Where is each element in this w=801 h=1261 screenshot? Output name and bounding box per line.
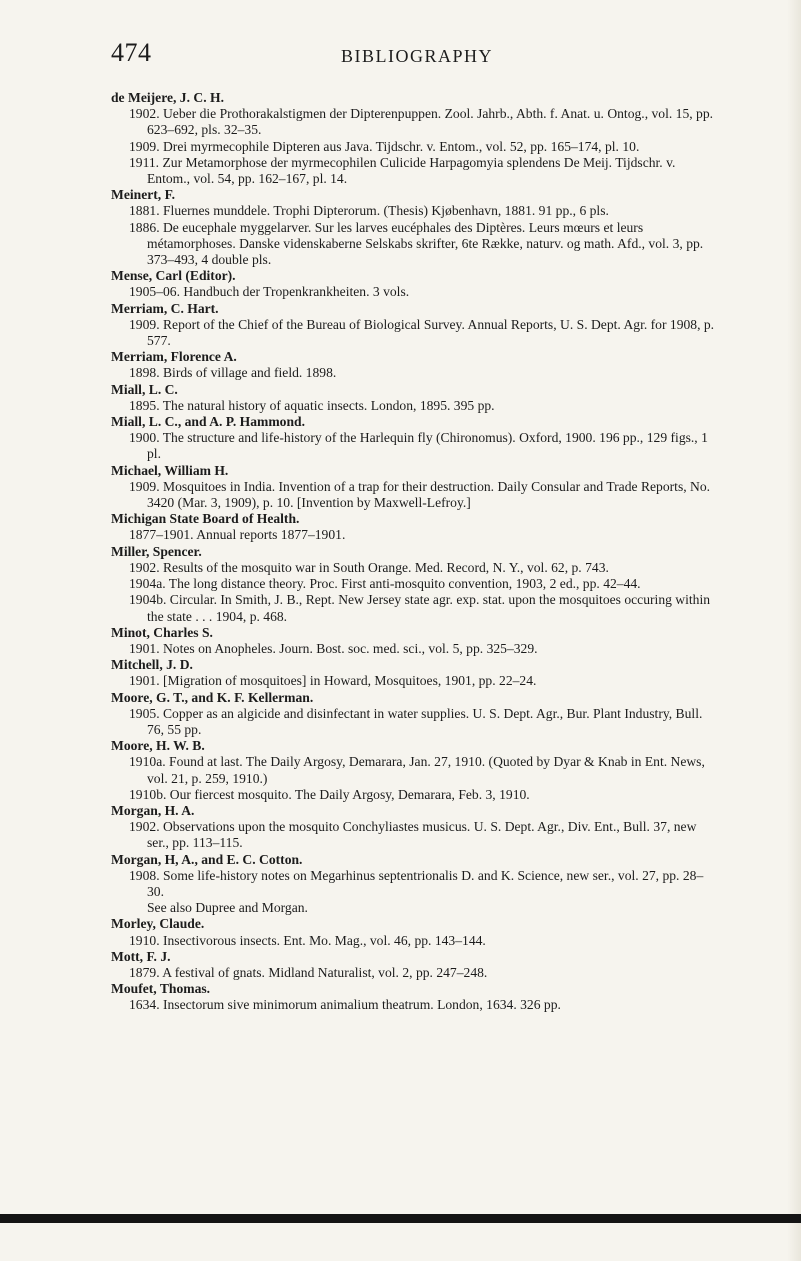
bibliography-entry: 1877–1901. Annual reports 1877–1901. (129, 527, 346, 543)
page-edge-shadow (787, 0, 801, 1261)
bibliography-entry: 1911. Zur Metamorphose der myrmecophilen Culicide Harpagomyia splendens De Meij. Tijdschr. v. Entom., vol. 54, pp. 162–167, pl. 14. (129, 154, 676, 187)
bibliography-entry: 1904a. The long distance theory. Proc. First anti-mosquito convention, 1903, 2 ed., pp. 42–44. (129, 576, 641, 592)
author-heading: Mott, F. J. (111, 948, 171, 964)
bibliography-entry: 1905–06. Handbuch der Tropenkrankheiten. 3 vols. (129, 284, 410, 300)
bibliography-entry: 1904b. Circular. In Smith, J. B., Rept. New Jersey state agr. exp. stat. upon the mosquitoes occuring within the state . . . 1904, p. 468. (129, 592, 711, 624)
bibliography-entry: 1881. Fluernes munddele. Trophi Dipterorum. (Thesis) Kjøbenhavn, 1881. 91 pp., 6 pls. (129, 203, 609, 219)
bibliography-entry: 1905. Copper as an algicide and disinfectant in water supplies. U. S. Dept. Agr., Bur. Plant Industry, Bull. 76, 55 pp. (129, 705, 703, 737)
bibliography-entry: 1910b. Our fiercest mosquito. The Daily Argosy, Demarara, Feb. 3, 1910. (129, 786, 530, 802)
author-heading: Meinert, F. (111, 187, 176, 203)
author-heading: Morgan, H. A. (111, 802, 195, 818)
bibliography-entry: 1902. Observations upon the mosquito Conchyliastes musicus. U. S. Dept. Agr., Div. Ent., Bull. 37, new ser., pp. 113–115. (129, 819, 697, 851)
bibliography-entry: 1909. Report of the Chief of the Bureau of Biological Survey. Annual Reports, U. S. Dept. Agr. for 1908, p. 577. (129, 316, 715, 349)
author-heading: Mitchell, J. D. (111, 657, 193, 673)
bibliography-entry: 1909. Mosquitoes in India. Invention of a trap for their destruction. Daily Consular and Trade Reports, No. 3420 (Mar. 3, 1909), p. 10. [Invention by Maxwell-Lefroy.] (129, 478, 711, 511)
author-heading: Mense, Carl (Editor). (111, 268, 236, 284)
bibliography-list (111, 90, 717, 1014)
bibliography-entry: 1900. The structure and life-history of the Harlequin fly (Chironomus). Oxford, 1900. 196 pp., 129 figs., 1 pl. (129, 430, 708, 462)
author-heading: Minot, Charles S. (111, 624, 213, 640)
author-heading: Morley, Claude. (111, 916, 205, 932)
bibliography-entry: 1909. Drei myrmecophile Dipteren aus Java. Tijdschr. v. Entom., vol. 52, pp. 165–174, pl. 10. (129, 138, 640, 154)
bibliography-entry: 1634. Insectorum sive minimorum animalium theatrum. London, 1634. 326 pp. (129, 997, 561, 1013)
scan-bottom-bar (0, 1214, 801, 1223)
bibliography-entry: 1879. A festival of gnats. Midland Naturalist, vol. 2, pp. 247–248. (129, 964, 488, 980)
author-heading: Merriam, Florence A. (111, 349, 237, 365)
author-heading: Moore, G. T., and K. F. Kellerman. (111, 689, 314, 705)
author-heading: Michigan State Board of Health. (111, 511, 300, 527)
bibliography-entry: 1901. Notes on Anopheles. Journ. Bost. soc. med. sci., vol. 5, pp. 325–329. (129, 640, 538, 656)
author-heading: Miall, L. C. (111, 381, 178, 397)
bibliography-entry: 1902. Results of the mosquito war in South Orange. Med. Record, N. Y., vol. 62, p. 743. (129, 559, 609, 575)
author-heading: de Meijere, J. C. H. (111, 90, 224, 105)
bibliography-entry: 1895. The natural history of aquatic insects. London, 1895. 395 pp. (129, 397, 495, 413)
author-heading: Moufet, Thomas. (111, 981, 211, 997)
author-heading: Miall, L. C., and A. P. Hammond. (111, 414, 305, 430)
author-heading: Morgan, H, A., and E. C. Cotton. (111, 851, 303, 867)
running-head: BIBLIOGRAPHY (341, 46, 494, 66)
bibliography-entry: 1901. [Migration of mosquitoes] in Howard, Mosquitoes, 1901, pp. 22–24. (129, 673, 537, 689)
bibliography-entry: 1910. Insectivorous insects. Ent. Mo. Mag., vol. 46, pp. 143–144. (129, 932, 486, 948)
bibliography-entry: 1902. Ueber die Prothorakalstigmen der Dipterenpuppen. Zool. Jahrb., Abth. f. Anat. u. Ontog., vol. 15, pp. 623–692, pls. 32–35. (129, 106, 714, 138)
page-number: 474 (111, 38, 152, 67)
see-also-note: See also Dupree and Morgan. (147, 900, 308, 916)
author-heading: Miller, Spencer. (111, 543, 202, 559)
author-heading: Michael, William H. (111, 462, 229, 478)
page-header (111, 38, 711, 78)
author-heading: Merriam, C. Hart. (111, 300, 219, 316)
bibliography-entry: 1886. De eucephale myggelarver. Sur les larves eucéphales des Diptères. Leurs mœurs et leurs métamorphoses. Danske videnskaberne Selskabs skrifter, 6te Række, naturv. og math. Afd., vol. 3, pp. 373–493, 4 double pls. (129, 219, 704, 268)
bibliography-entry: 1898. Birds of village and field. 1898. (129, 365, 337, 381)
bibliography-entry: 1908. Some life-history notes on Megarhinus septentrionalis D. and K. Science, new ser., vol. 27, pp. 28–30. (129, 867, 704, 899)
bibliography-entry: 1910a. Found at last. The Daily Argosy, Demarara, Jan. 27, 1910. (Quoted by Dyar & Knab in Ent. News, vol. 21, p. 259, 1910.) (129, 754, 705, 786)
author-heading: Moore, H. W. B. (111, 738, 205, 754)
